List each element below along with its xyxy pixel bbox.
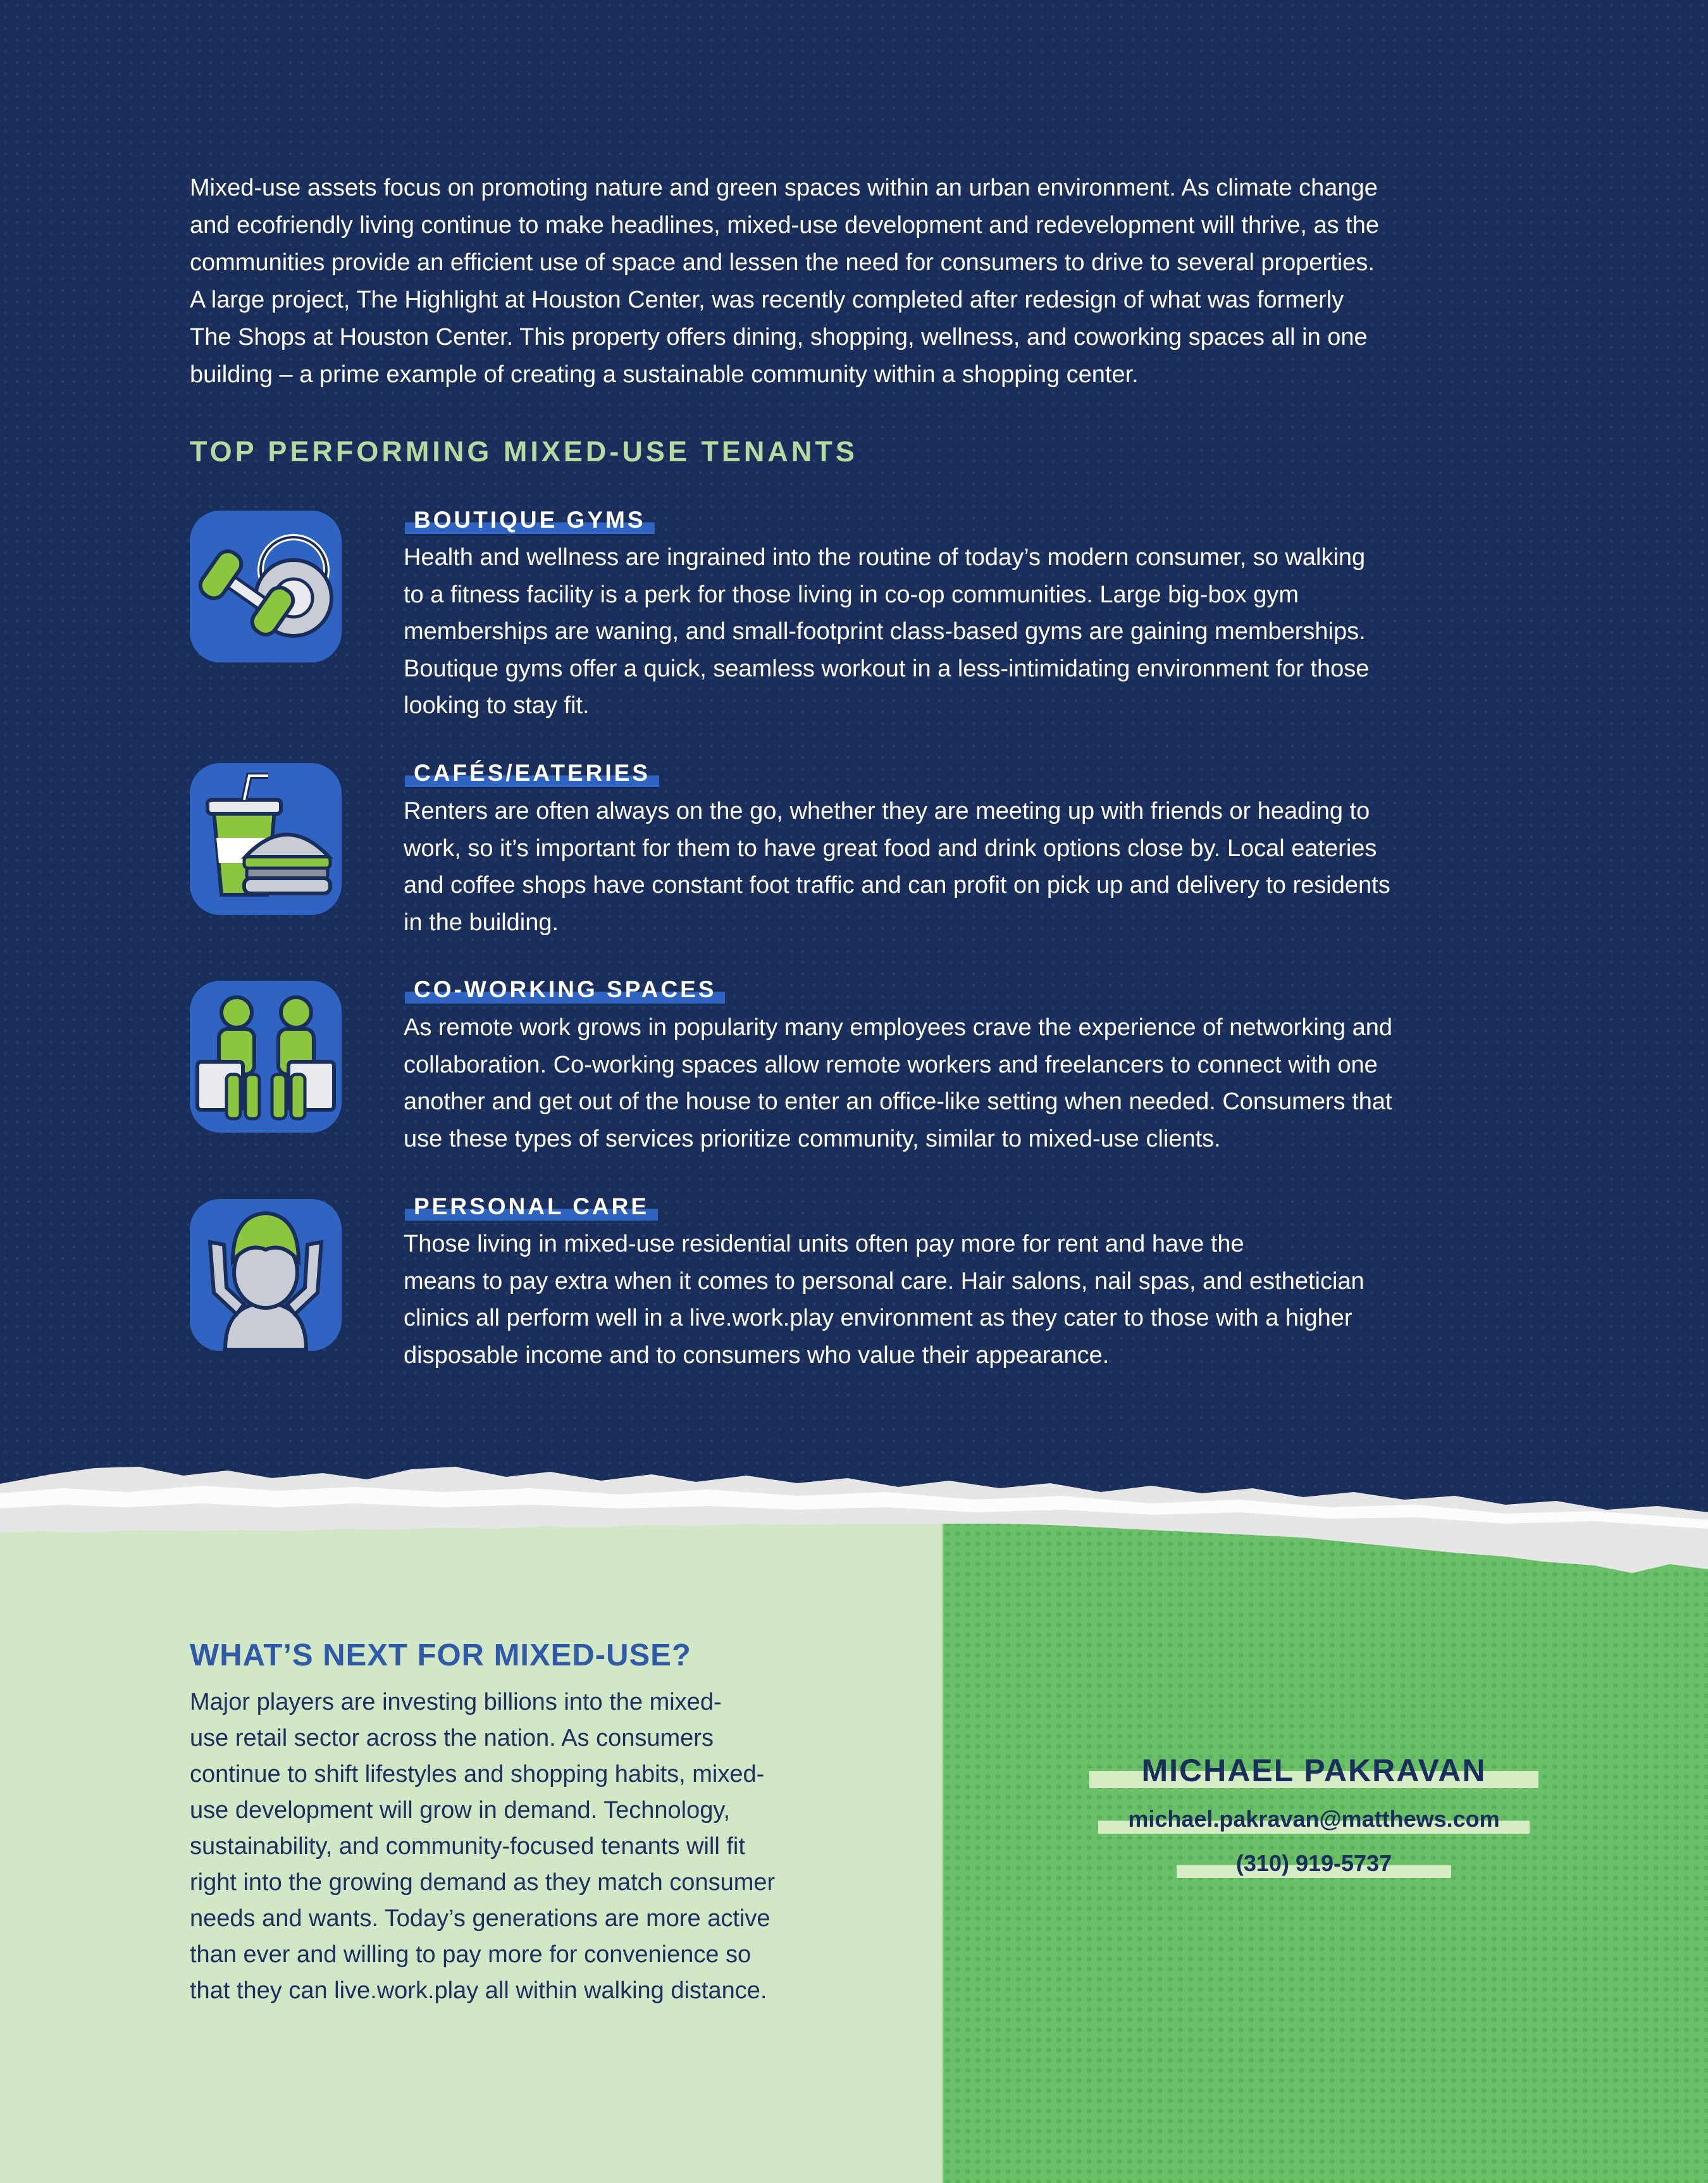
next-line: that they can live.work.play all within walking distance. [190,1977,767,2004]
tenant-line: looking to stay fit. [404,692,590,719]
contact-phone-link[interactable]: (310) 919-5737 [1177,1849,1451,1878]
tenant-line: to a fitness facility is a perk for those living in co-op communities. Large big-box gym [404,581,1299,608]
whats-next-body [190,1684,860,2009]
tenant-line: memberships are waning, and small-footprint class-based gyms are gaining memberships. [404,618,1366,645]
tenants-section-title: TOP PERFORMING MIXED-USE TENANTS [190,435,858,468]
tenant-line: collaboration. Co-working spaces allow remote workers and freelancers to connect with one [404,1051,1378,1078]
drink-burger-icon [189,762,343,916]
tenant-line: clinics all perform well in a live.work.play environment as they cater to those with a higher [404,1305,1352,1331]
next-line: use retail sector across the nation. As consumers [190,1725,714,1751]
dumbbell-kettlebell-icon [189,509,343,664]
whats-next-title: WHAT’S NEXT FOR MIXED-USE? [190,1638,691,1672]
intro-line: building – a prime example of creating a sustainable community within a shopping center. [190,361,1139,388]
tenant-line: and coffee shops have constant foot traffic and can profit on pick up and delivery to residents [404,872,1390,899]
tenant-line: Those living in mixed-use residential units often pay more for rent and have the [404,1231,1244,1257]
tenant-line: As remote work grows in popularity many employees crave the experience of networking and [404,1014,1392,1041]
tenant-body-personal-care [404,1226,1504,1374]
next-line: Major players are investing billions into the mixed- [190,1689,722,1715]
tenant-line: Health and wellness are ingrained into the routine of today’s modern consumer, so walking [404,544,1366,571]
intro-line: A large project, The Highlight at Houston Center, was recently completed after redesign of what was formerly [190,287,1344,313]
intro-line: and ecofriendly living continue to make headlines, mixed-use development and redevelopment will thrive, as the [190,212,1379,239]
intro-line: Mixed-use assets focus on promoting nature and green spaces within an urban environment. As climate change [190,175,1378,201]
next-line: use development will grow in demand. Technology, [190,1797,731,1824]
torn-paper-divider [0,1417,1708,1582]
next-line: right into the growing demand as they match consumer [190,1869,776,1896]
face-towel-spa-icon [189,1198,343,1352]
next-line: continue to shift lifestyles and shopping habits, mixed- [190,1761,765,1788]
intro-line: The Shops at Houston Center. This property offers dining, shopping, wellness, and coworking spaces all in one [190,324,1368,351]
tenant-line: means to pay extra when it comes to personal care. Hair salons, nail spas, and esthetician [404,1267,1365,1295]
tenant-title-boutique-gyms: BOUTIQUE GYMS [405,506,655,534]
next-line: sustainability, and community-focused tenants will fit [190,1833,745,1860]
next-line: needs and wants. Today’s generations are more active [190,1905,770,1932]
tenant-title-cafes-eateries: CAFÉS/EATERIES [405,759,659,787]
tenant-line: another and get out of the house to enter an office-like setting when needed. Consumers that [404,1088,1392,1115]
tenant-line: disposable income and to consumers who value their appearance. [404,1341,1110,1369]
tenant-title-personal-care: PERSONAL CARE [405,1193,658,1221]
coworkers-laptops-icon [189,980,343,1134]
tenant-line: in the building. [404,909,559,936]
tenant-line: work, so it’s important for them to have great food and drink options close by. Local eateries [404,835,1377,862]
tenant-line: use these types of services prioritize community, similar to mixed-use clients. [404,1125,1221,1152]
intro-paragraph [190,170,1518,394]
contact-name: MICHAEL PAKRAVAN [1089,1753,1538,1788]
tenant-body-boutique-gyms [404,539,1504,725]
tenant-body-co-working-spaces [404,1009,1504,1157]
tenant-line: Renters are often always on the go, whether they are meeting up with friends or heading to [404,798,1370,824]
tenant-line: Boutique gyms offer a quick, seamless workout in a less-intimidating environment for those [404,655,1370,682]
next-line: than ever and willing to pay more for convenience so [190,1941,752,1968]
intro-line: communities provide an efficient use of space and lessen the need for consumers to drive to several properties. [190,249,1375,276]
tenant-title-co-working-spaces: CO-WORKING SPACES [405,976,725,1004]
contact-email-link[interactable]: michael.pakravan@matthews.com [1098,1805,1530,1834]
tenant-body-cafes-eateries [404,793,1504,941]
